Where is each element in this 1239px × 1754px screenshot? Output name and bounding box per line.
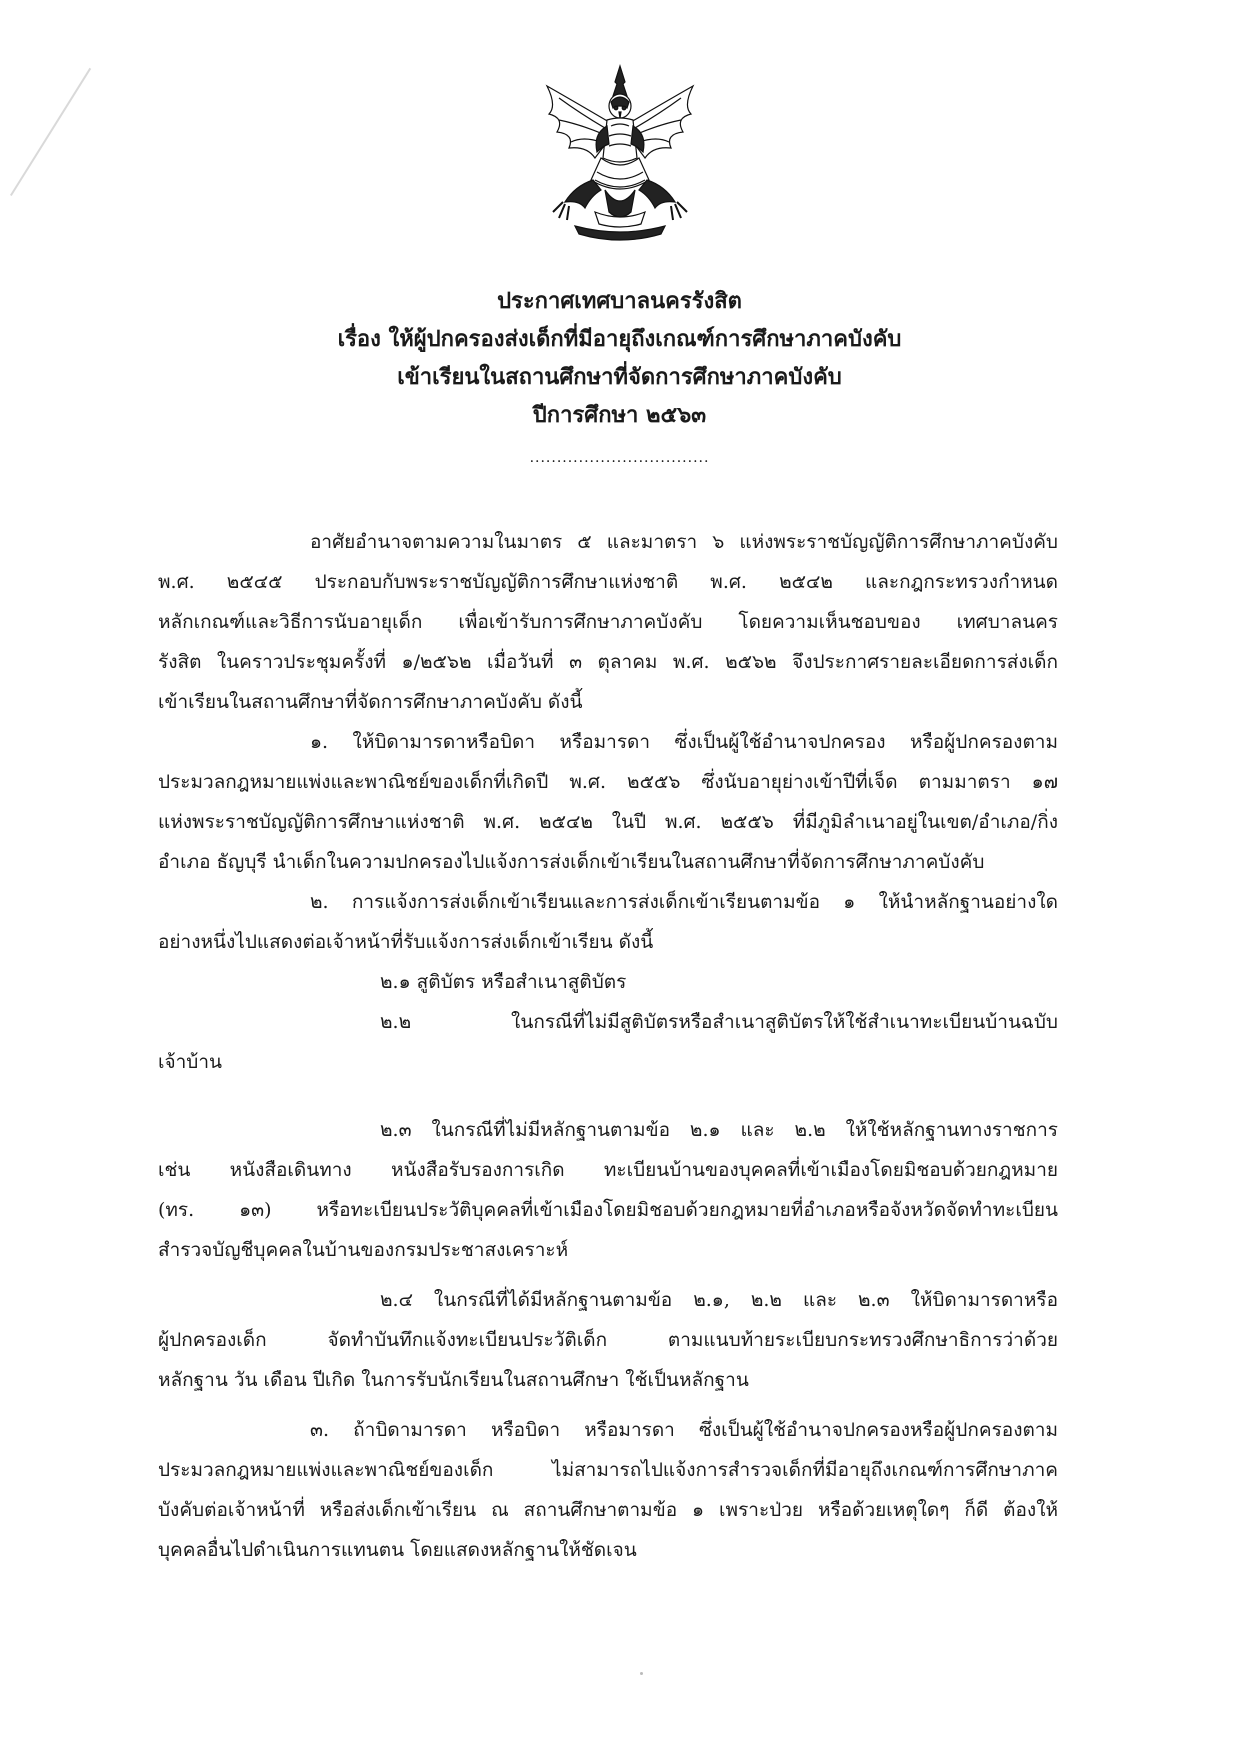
title-line: ปีการศึกษา ๒๕๖๓ bbox=[532, 402, 707, 428]
body-line: บังคับต่อเจ้าหน้าที่ หรือส่งเด็กเข้าเรียน ณ สถานศึกษาตามข้อ ๑ เพราะป่วย หรือด้วยเหตุใดๆ ก็ดี ต้องให้ bbox=[158, 1499, 1058, 1521]
body-line: เข้าเรียนในสถานศึกษาที่จัดการศึกษาภาคบังคับ ดังนี้ bbox=[158, 691, 583, 713]
body-line: ๒.๓ ในกรณีที่ไม่มีหลักฐานตามข้อ ๒.๑ และ ๒.๒ ให้ใช้หลักฐานทางราชการ bbox=[380, 1119, 1058, 1141]
body-line: หลักฐาน วัน เดือน ปีเกิด ในการรับนักเรียนในสถานศึกษา ใช้เป็นหลักฐาน bbox=[158, 1369, 749, 1391]
body-line: อำเภอ ธัญบุรี นำเด็กในความปกครองไปแจ้งการส่งเด็กเข้าเรียนในสถานศึกษาที่จัดการศึกษาภาคบังคับ bbox=[158, 851, 985, 873]
body-line: ๓. ถ้าบิดามารดา หรือบิดา หรือมารดา ซึ่งเป็นผู้ใช้อำนาจปกครองหรือผู้ปกครองตาม bbox=[310, 1419, 1058, 1441]
body-line: ประมวลกฎหมายแพ่งและพาณิชย์ของเด็กที่เกิดปี พ.ศ. ๒๕๕๖ ซึ่งนับอายุย่างเข้าปีที่เจ็ด ตามมาตรา ๑๗ bbox=[158, 771, 1058, 793]
title-line: เข้าเรียนในสถานศึกษาที่จัดการศึกษาภาคบังคับ bbox=[397, 364, 842, 390]
title-line: ประกาศเทศบาลนครรังสิต bbox=[497, 288, 742, 314]
body-line: บุคคลอื่นไปดำเนินการแทนตน โดยแสดงหลักฐานให้ชัดเจน bbox=[158, 1539, 637, 1561]
paper-fold-mark bbox=[10, 68, 91, 196]
body-line: ประมวลกฎหมายแพ่งและพาณิชย์ของเด็ก ไม่สามารถไปแจ้งการสำรวจเด็กที่มีอายุถึงเกณฑ์การศึกษาภาค bbox=[158, 1459, 1058, 1481]
announcement-title bbox=[0, 282, 1239, 434]
paper-speck bbox=[640, 1672, 643, 1675]
body-line: พ.ศ. ๒๕๔๕ ประกอบกับพระราชบัญญัติการศึกษาแห่งชาติ พ.ศ. ๒๕๔๒ และกฎกระทรวงกำหนด bbox=[158, 571, 1058, 593]
body-line: อาศัยอำนาจตามความในมาตร ๕ และมาตรา ๖ แห่งพระราชบัญญัติการศึกษาภาคบังคับ bbox=[310, 531, 1058, 553]
body-line: แห่งพระราชบัญญัติการศึกษาแห่งชาติ พ.ศ. ๒๕๔๒ ในปี พ.ศ. ๒๕๕๖ ที่มีภูมิลำเนาอยู่ในเขต/อำเภอ/กิ่ง bbox=[158, 811, 1058, 833]
body-line: ๒. การแจ้งการส่งเด็กเข้าเรียนและการส่งเด็กเข้าเรียนตามข้อ ๑ ให้นำหลักฐานอย่างใด bbox=[310, 891, 1058, 913]
title-divider: ................................. bbox=[529, 450, 710, 466]
body-line: ๑. ให้บิดามารดาหรือบิดา หรือมารดา ซึ่งเป็นผู้ใช้อำนาจปกครอง หรือผู้ปกครองตาม bbox=[310, 731, 1058, 753]
garuda-emblem bbox=[535, 62, 705, 252]
body-line: เจ้าบ้าน bbox=[158, 1051, 223, 1073]
body-line: หลักเกณฑ์และวิธีการนับอายุเด็ก เพื่อเข้ารับการศึกษาภาคบังคับ โดยความเห็นชอบของ เทศบาลนคร bbox=[158, 611, 1058, 633]
body-line: ๒.๑ สูติบัตร หรือสำเนาสูติบัตร bbox=[380, 971, 627, 993]
body-line: สำรวจบัญชีบุคคลในบ้านของกรมประชาสงเคราะห์ bbox=[158, 1239, 569, 1261]
body-line: ๒.๒ ในกรณีที่ไม่มีสูติบัตรหรือสำเนาสูติบัตรให้ใช้สำเนาทะเบียนบ้านฉบับ bbox=[380, 1011, 1058, 1033]
announcement-body bbox=[158, 522, 1058, 1570]
body-line: รังสิต ในคราวประชุมครั้งที่ ๑/๒๕๖๒ เมื่อวันที่ ๓ ตุลาคม พ.ศ. ๒๕๖๒ จึงประกาศรายละเอียดการส่งเด็ก bbox=[158, 651, 1058, 673]
body-line: เช่น หนังสือเดินทาง หนังสือรับรองการเกิด ทะเบียนบ้านของบุคคลที่เข้าเมืองโดยมิชอบด้วยกฎหมาย bbox=[158, 1159, 1058, 1181]
body-line: ๒.๔ ในกรณีที่ได้มีหลักฐานตามข้อ ๒.๑, ๒.๒ และ ๒.๓ ให้บิดามารดาหรือ bbox=[380, 1289, 1058, 1311]
title-line: เรื่อง ให้ผู้ปกครองส่งเด็กที่มีอายุถึงเกณฑ์การศึกษาภาคบังคับ bbox=[337, 326, 902, 352]
body-line: (ทร. ๑๓) หรือทะเบียนประวัติบุคคลที่เข้าเมืองโดยมิชอบด้วยกฎหมายที่อำเภอหรือจังหวัดจัดทำทะเบียน bbox=[158, 1199, 1058, 1221]
body-line: อย่างหนึ่งไปแสดงต่อเจ้าหน้าที่รับแจ้งการส่งเด็กเข้าเรียน ดังนี้ bbox=[158, 931, 654, 953]
body-line: ผู้ปกครองเด็ก จัดทำบันทึกแจ้งทะเบียนประวัติเด็ก ตามแนบท้ายระเบียบกระทรวงศึกษาธิการว่าด้วย bbox=[158, 1329, 1058, 1351]
